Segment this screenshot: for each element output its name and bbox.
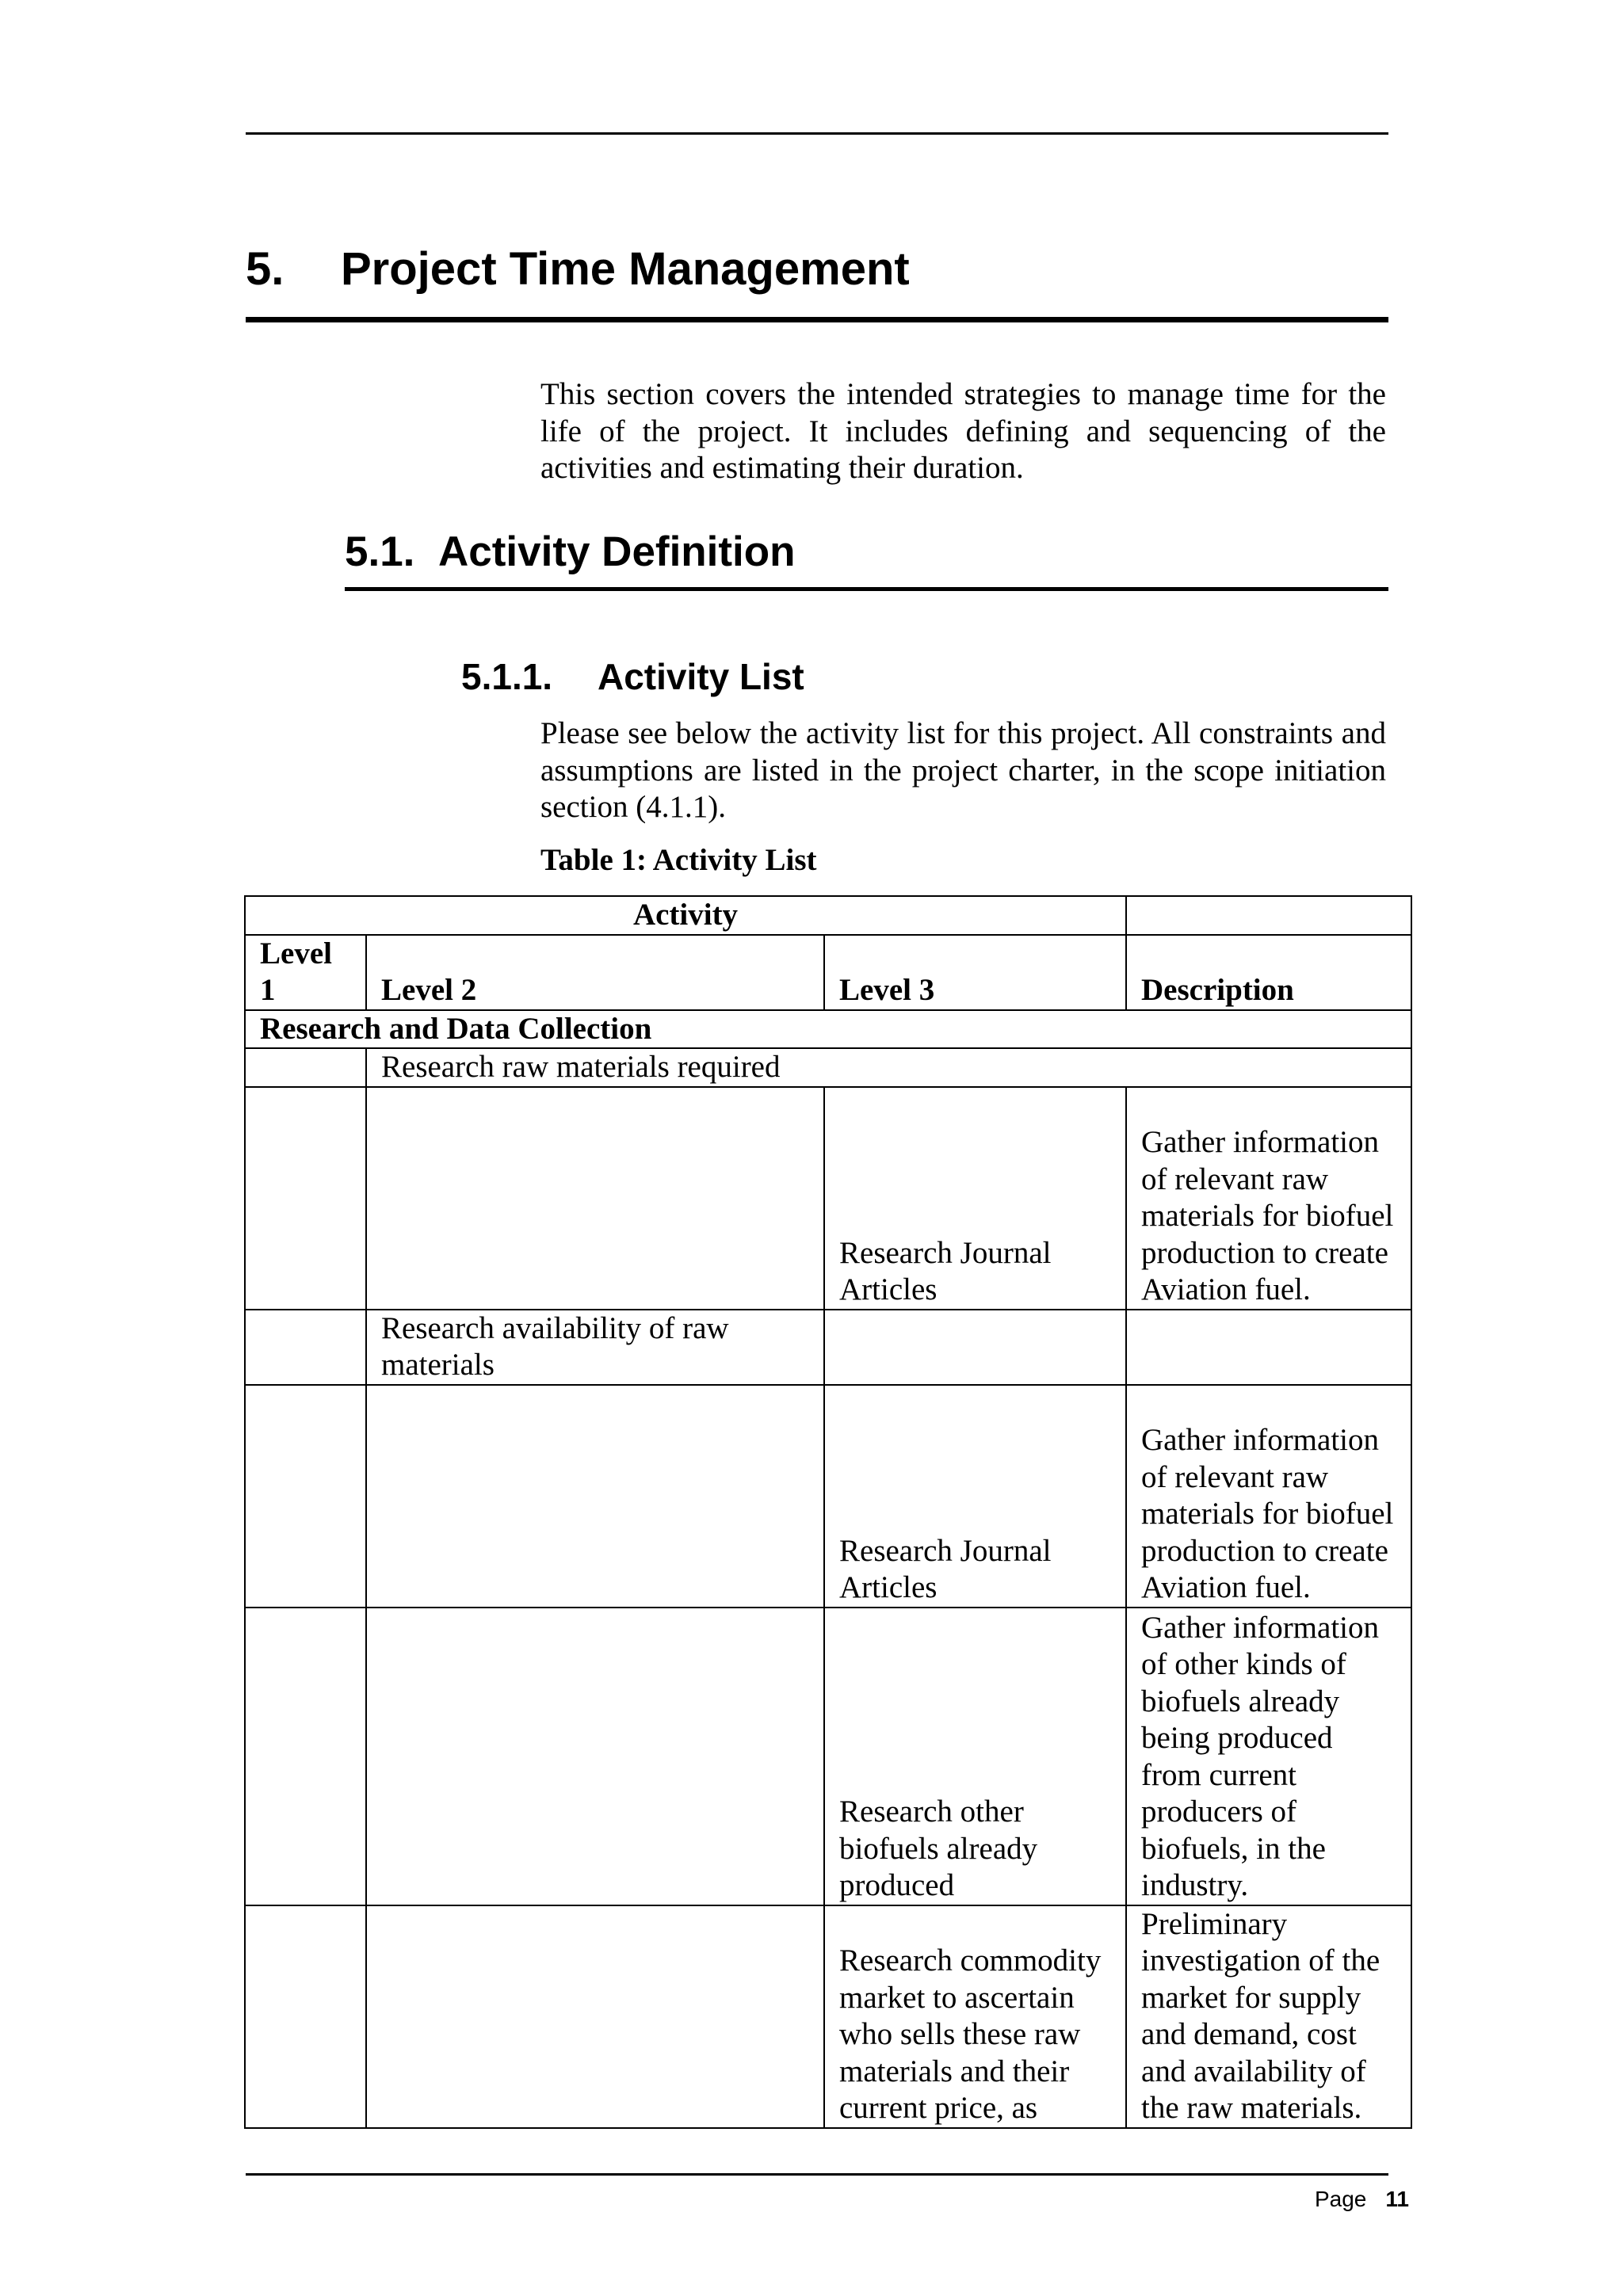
- level2-cell: Research availability of raw materials: [366, 1310, 824, 1385]
- table-row: [245, 1087, 1411, 1310]
- footer-rule: [246, 2173, 1388, 2176]
- level1-cell: [245, 1385, 366, 1608]
- section-intro: This section covers the intended strategies to manage time for the life of the project. It includes defining and sequencing of the activities and estimating their duration.: [540, 377, 1386, 485]
- level3-header: Level 3: [824, 935, 1126, 1010]
- subsection-heading: [345, 527, 796, 578]
- table-header-row: [245, 935, 1411, 1010]
- subsection-heading-underline: [345, 587, 1388, 591]
- description-cell: Preliminary investigation of the market for supply and demand, cost and availability of the raw materials.: [1126, 1905, 1411, 2128]
- table-row: [245, 1385, 1411, 1608]
- level1-cell: [245, 1310, 366, 1385]
- level2-cell: [366, 1608, 824, 1905]
- section-title: Project Time Management: [341, 243, 910, 295]
- category-row: [245, 1010, 1411, 1049]
- activity-group-header: Activity: [245, 896, 1126, 935]
- subsection-title: Activity Definition: [438, 528, 796, 575]
- description-cell: [1126, 1310, 1411, 1385]
- level3-cell: Research other biofuels already produced: [824, 1608, 1126, 1905]
- section-number: 5.: [246, 243, 285, 295]
- level3-cell: Research Journal Articles: [824, 1087, 1126, 1310]
- section-heading: [246, 242, 910, 297]
- table-row: [245, 1608, 1411, 1905]
- category-label: Research and Data Collection: [245, 1010, 1411, 1049]
- page-number: 11: [1385, 2187, 1409, 2211]
- table-row: [245, 1310, 1411, 1385]
- activity-table: [244, 895, 1412, 2129]
- level1-cell: [245, 1087, 366, 1310]
- level2-cell: [366, 1385, 824, 1608]
- level3-cell: Research Journal Articles: [824, 1385, 1126, 1608]
- table-group-header-row: [245, 896, 1411, 935]
- level3-cell: Research commodity market to ascertain who sells these raw materials and their current price, as: [824, 1905, 1126, 2128]
- subsubsection-number: 5.1.1.: [461, 656, 553, 697]
- level1-cell: [245, 1608, 366, 1905]
- level1-cell: [245, 1048, 366, 1087]
- level3-cell: [824, 1310, 1126, 1385]
- page-footer: [1315, 2187, 1409, 2212]
- header-rule: [246, 132, 1388, 135]
- activity-list-intro: Please see below the activity list for this project. All constraints and assumptions are listed in the project charter, in the scope initiation section (4.1.1).: [540, 716, 1386, 824]
- level1-header: Level 1: [245, 935, 366, 1010]
- level2-cell: [366, 1087, 824, 1310]
- section-heading-underline: [246, 317, 1388, 322]
- level2-cell: Research raw materials required: [366, 1048, 1411, 1087]
- table-row: [245, 1048, 1411, 1087]
- table-row: [245, 1905, 1411, 2128]
- table-caption: Table 1: Activity List: [540, 843, 817, 877]
- description-cell: Gather information of other kinds of biofuels already being produced from current producers of biofuels, in the industry.: [1126, 1608, 1411, 1905]
- level1-cell: [245, 1905, 366, 2128]
- page-label: Page: [1314, 2187, 1367, 2211]
- description-cell: Gather information of relevant raw materials for biofuel production to create Aviation fuel.: [1126, 1385, 1411, 1608]
- level2-header: Level 2: [366, 935, 824, 1010]
- subsubsection-heading: [461, 654, 804, 699]
- empty-cell: [1126, 896, 1411, 935]
- description-header: Description: [1126, 935, 1411, 1010]
- description-cell: Gather information of relevant raw materials for biofuel production to create Aviation fuel.: [1126, 1087, 1411, 1310]
- level2-cell: [366, 1905, 824, 2128]
- subsection-number: 5.1.: [345, 528, 415, 575]
- subsubsection-title: Activity List: [598, 656, 804, 697]
